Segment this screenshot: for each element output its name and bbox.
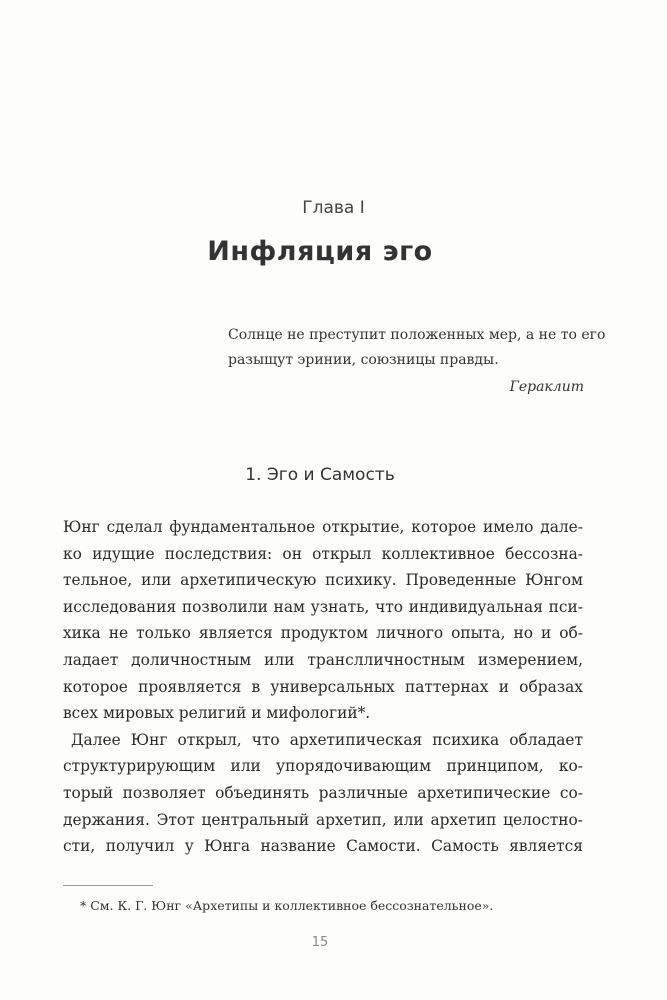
body-line: ладает доличностным или транслличностным измерением, [63,650,583,669]
body-line: структурирующим или упорядочивающим принципом, ко- [63,757,583,776]
body-line: которое проявляется в универсальных паттернах и образах [63,677,583,696]
body-line: Юнг сделал фундаментальное открытие, которое имело дале- [63,518,583,536]
epigraph-author: Гераклит [509,379,584,395]
body-text [63,514,583,860]
section-heading: 1. Эго и Самость [245,465,395,485]
body-line: Далее Юнг открыл, что архетипическая психика обладает [71,730,583,749]
footnote-divider [63,885,153,886]
epigraph [228,323,606,373]
body-line: тельное, или архетипическую психику. Проведенные Юнгом [63,571,583,590]
body-line: всех мировых религий и мифологий*. [63,704,371,723]
epigraph-line: Солнце не преступит положенных мер, а не то его [228,327,606,343]
chapter-label: Глава I [302,198,365,218]
body-line: хика не только является продуктом личного опыта, но и об- [63,624,583,643]
body-line: держания. Этот центральный архетип, или архетип целостно- [63,810,583,829]
body-line: торый позволяет объединять различные архетипические со- [63,783,583,802]
page-number: 15 [311,935,329,950]
footnote: * См. К. Г. Юнг «Архетипы и коллективное бессознательное». [80,898,494,913]
epigraph-line: разыщут эринии, союзницы правды. [228,352,499,368]
body-line: ко идущие последствия: он открыл коллективное бессозна- [63,544,583,563]
body-line: исследования позволили нам узнать, что индивидуальная пси- [63,597,583,616]
body-line: сти, получил у Юнга название Самости. Самость является [63,837,583,856]
chapter-title: Инфляция эго [207,236,433,267]
